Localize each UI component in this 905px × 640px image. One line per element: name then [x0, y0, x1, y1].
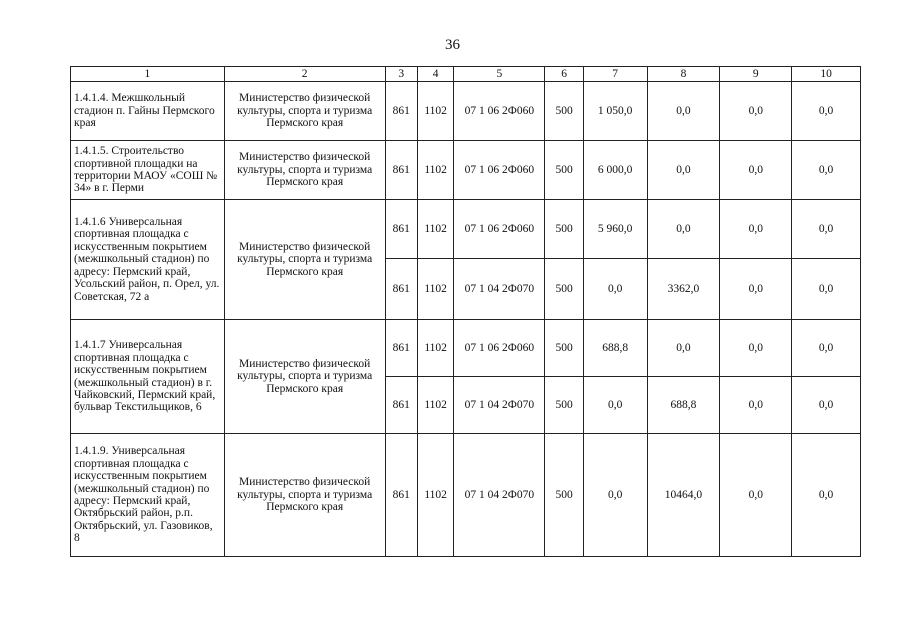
cell: 861	[385, 434, 417, 557]
cell: 0,0	[720, 82, 792, 141]
column-header: 9	[720, 67, 792, 82]
cell: 0,0	[792, 434, 861, 557]
cell: 861	[385, 200, 417, 259]
cell: 500	[545, 320, 583, 377]
cell: 0,0	[792, 259, 861, 320]
cell: 0,0	[583, 259, 647, 320]
cell: 500	[545, 141, 583, 200]
cell: 07 1 06 2Ф060	[454, 141, 545, 200]
table-row	[71, 141, 861, 200]
table-row	[71, 82, 861, 141]
cell: 0,0	[647, 141, 720, 200]
cell: 861	[385, 82, 417, 141]
cell: 6 000,0	[583, 141, 647, 200]
cell: 5 960,0	[583, 200, 647, 259]
item-name: 1.4.1.9. Универсальная спортивная площадка с искусственным покрытием (межшкольный стадион) по адресу: Пермский край, Октябрьский район, р.п. Октябрьский, ул. Газовиков, 8	[71, 434, 225, 557]
cell: 1102	[417, 377, 453, 434]
table-row	[71, 320, 861, 377]
column-header: 10	[792, 67, 861, 82]
column-header: 2	[224, 67, 385, 82]
column-header: 1	[71, 67, 225, 82]
cell: 0,0	[647, 200, 720, 259]
cell: 500	[545, 200, 583, 259]
cell: 1102	[417, 434, 453, 557]
item-name: 1.4.1.7 Универсальная спортивная площадка с искусственным покрытием (межшкольный стадион) в г. Чайковский, Пермский край, бульвар Текстильщиков, 6	[71, 320, 225, 434]
ministry-cell: Министерство физической культуры, спорта и туризма Пермского края	[224, 141, 385, 200]
header-row	[71, 67, 861, 82]
item-name: 1.4.1.4. Межшкольный стадион п. Гайны Пермского края	[71, 82, 225, 141]
cell: 0,0	[583, 377, 647, 434]
cell: 1102	[417, 320, 453, 377]
cell: 861	[385, 141, 417, 200]
cell: 07 1 04 2Ф070	[454, 377, 545, 434]
cell: 3362,0	[647, 259, 720, 320]
cell: 1102	[417, 82, 453, 141]
item-name: 1.4.1.5. Строительство спортивной площадки на территории МАОУ «СОШ № 34» в г. Перми	[71, 141, 225, 200]
cell: 861	[385, 320, 417, 377]
cell: 0,0	[792, 141, 861, 200]
cell: 10464,0	[647, 434, 720, 557]
cell: 0,0	[792, 320, 861, 377]
cell: 500	[545, 259, 583, 320]
budget-table	[70, 66, 861, 557]
cell: 0,0	[583, 434, 647, 557]
cell: 861	[385, 259, 417, 320]
cell: 0,0	[720, 320, 792, 377]
cell: 688,8	[583, 320, 647, 377]
cell: 0,0	[792, 377, 861, 434]
ministry-cell: Министерство физической культуры, спорта и туризма Пермского края	[224, 200, 385, 320]
cell: 07 1 04 2Ф070	[454, 434, 545, 557]
cell: 0,0	[647, 82, 720, 141]
ministry-cell: Министерство физической культуры, спорта и туризма Пермского края	[224, 82, 385, 141]
cell: 0,0	[647, 320, 720, 377]
column-header: 5	[454, 67, 545, 82]
page-number: 36	[445, 37, 460, 53]
table-row	[71, 200, 861, 259]
cell: 500	[545, 82, 583, 141]
cell: 688,8	[647, 377, 720, 434]
cell: 07 1 06 2Ф060	[454, 200, 545, 259]
item-name: 1.4.1.6 Универсальная спортивная площадка с искусственным покрытием (межшкольный стадион) по адресу: Пермский край, Усольский район, п. Орел, ул. Советская, 72 а	[71, 200, 225, 320]
cell: 07 1 06 2Ф060	[454, 82, 545, 141]
ministry-cell: Министерство физической культуры, спорта и туризма Пермского края	[224, 320, 385, 434]
cell: 07 1 04 2Ф070	[454, 259, 545, 320]
cell: 0,0	[720, 259, 792, 320]
cell: 1102	[417, 200, 453, 259]
column-header: 3	[385, 67, 417, 82]
cell: 1 050,0	[583, 82, 647, 141]
cell: 1102	[417, 141, 453, 200]
cell: 0,0	[720, 200, 792, 259]
cell: 0,0	[792, 200, 861, 259]
column-header: 7	[583, 67, 647, 82]
cell: 861	[385, 377, 417, 434]
table-row	[71, 434, 861, 557]
column-header: 8	[647, 67, 720, 82]
cell: 0,0	[720, 434, 792, 557]
column-header: 4	[417, 67, 453, 82]
cell: 0,0	[792, 82, 861, 141]
cell: 0,0	[720, 141, 792, 200]
cell: 1102	[417, 259, 453, 320]
cell: 500	[545, 377, 583, 434]
cell: 0,0	[720, 377, 792, 434]
cell: 500	[545, 434, 583, 557]
ministry-cell: Министерство физической культуры, спорта и туризма Пермского края	[224, 434, 385, 557]
column-header: 6	[545, 67, 583, 82]
cell: 07 1 06 2Ф060	[454, 320, 545, 377]
